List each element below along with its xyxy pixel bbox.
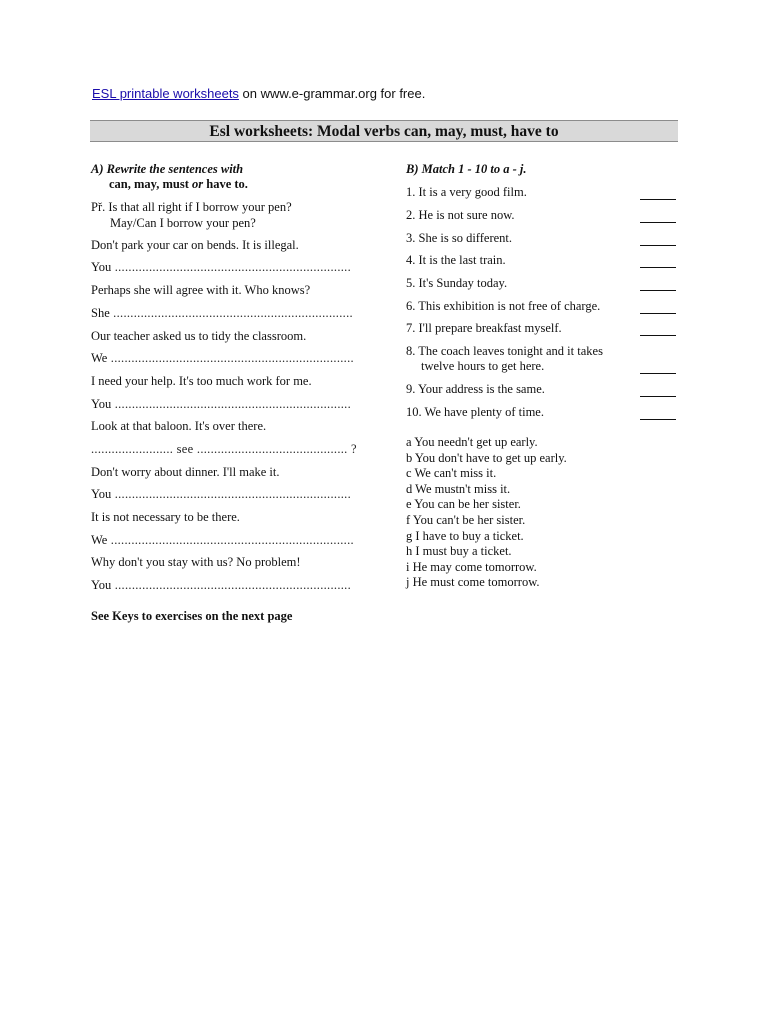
answer-option: b You don't have to get up early. xyxy=(406,450,567,465)
answer-option: c We can't miss it. xyxy=(406,466,497,481)
answer-line[interactable] xyxy=(91,442,361,457)
match-item xyxy=(406,231,676,246)
answer-blank[interactable] xyxy=(640,372,676,374)
match-item xyxy=(406,185,676,200)
match-item xyxy=(406,382,676,397)
answer-blank[interactable] xyxy=(640,334,676,336)
section-b-heading: B) Match 1 - 10 to a - j. xyxy=(406,162,527,176)
match-item xyxy=(406,344,676,374)
answer-line[interactable] xyxy=(91,397,361,412)
exercise-sentence: Don't worry about dinner. I'll make it. xyxy=(91,465,280,479)
match-text: 10. We have plenty of time. xyxy=(406,405,544,419)
answer-option: a You needn't get up early. xyxy=(406,435,538,449)
answer-option: j He must come tomorrow. xyxy=(406,575,540,590)
answer-start: ........................ see ............................................ ? xyxy=(91,442,357,456)
answer-start: You xyxy=(91,260,112,274)
answer-line[interactable] xyxy=(91,260,361,275)
heading-or: or xyxy=(192,177,204,191)
answer-blank[interactable] xyxy=(640,198,676,200)
example-line-2: May/Can I borrow your pen? xyxy=(110,216,256,230)
match-text: 3. She is so different. xyxy=(406,231,513,245)
match-text: 9. Your address is the same. xyxy=(406,382,545,396)
answer-option: e You can be her sister. xyxy=(406,497,521,512)
answer-line[interactable] xyxy=(91,351,361,366)
answer-option: f You can't be her sister. xyxy=(406,512,526,527)
answer-start: You xyxy=(91,397,112,411)
match-item xyxy=(406,276,676,291)
answer-blank[interactable] xyxy=(640,289,676,291)
exercise-sentence: I need your help. It's too much work for me. xyxy=(91,374,312,388)
answer-start: We xyxy=(91,533,108,547)
answer-start: You xyxy=(91,487,112,501)
example-line-1: Př. Is that all right if I borrow your pen? xyxy=(91,200,292,214)
answer-blank[interactable] xyxy=(640,418,676,420)
match-text-continued: twelve hours to get here. xyxy=(421,359,545,373)
match-item xyxy=(406,253,676,268)
answer-start: She xyxy=(91,306,110,320)
answer-line[interactable] xyxy=(91,533,361,548)
section-a-heading-line1: A) Rewrite the sentences with xyxy=(91,162,244,176)
exercise-sentence: Perhaps she will agree with it. Who knows? xyxy=(91,283,311,297)
answer-line[interactable] xyxy=(91,306,361,321)
answer-dots: ...................................................................... xyxy=(109,306,353,320)
answer-dots: ..................................................................... xyxy=(111,578,352,592)
match-item xyxy=(406,405,676,420)
answer-line[interactable] xyxy=(91,578,361,593)
keys-note: See Keys to exercises on the next page xyxy=(91,609,293,623)
answer-dots: ..................................................................... xyxy=(111,397,352,411)
match-text: 6. This exhibition is not free of charge. xyxy=(406,299,601,313)
match-text: 1. It is a very good film. xyxy=(406,185,527,199)
header-line xyxy=(92,86,425,102)
heading-words-2: have to. xyxy=(203,177,248,191)
exercise-sentence: Look at that baloon. It's over there. xyxy=(91,419,267,433)
match-text: 2. He is not sure now. xyxy=(406,208,515,222)
worksheet-title: Esl worksheets: Modal verbs can, may, must, have to xyxy=(90,120,678,142)
answer-dots: ..................................................................... xyxy=(111,260,352,274)
answer-start: We xyxy=(91,351,108,365)
answer-blank[interactable] xyxy=(640,244,676,246)
heading-words-1: can, may, must xyxy=(109,177,192,191)
answer-blank[interactable] xyxy=(640,395,676,397)
answer-blank[interactable] xyxy=(640,221,676,223)
match-text: 4. It is the last train. xyxy=(406,253,506,267)
match-text: 8. The coach leaves tonight and it takes xyxy=(406,344,603,358)
exercise-sentence: Why don't you stay with us? No problem! xyxy=(91,555,301,569)
match-item xyxy=(406,208,676,223)
answer-dots: ....................................................................... xyxy=(107,351,354,365)
match-text: 7. I'll prepare breakfast myself. xyxy=(406,321,562,335)
answer-blank[interactable] xyxy=(640,266,676,268)
answer-options xyxy=(406,435,567,591)
exercise-sentence: Don't park your car on bends. It is illegal. xyxy=(91,238,299,252)
answer-blank[interactable] xyxy=(640,312,676,314)
answer-dots: ..................................................................... xyxy=(111,487,352,501)
answer-option: i He may come tomorrow. xyxy=(406,559,537,574)
answer-option: d We mustn't miss it. xyxy=(406,481,511,496)
match-text: 5. It's Sunday today. xyxy=(406,276,508,290)
match-item xyxy=(406,299,676,314)
answer-line[interactable] xyxy=(91,487,361,502)
section-a-heading-line2 xyxy=(91,177,248,192)
section-a-heading xyxy=(91,162,248,192)
header-rest-text: on www.e-grammar.org for free. xyxy=(238,86,426,101)
answer-option: h I must buy a ticket. xyxy=(406,544,512,559)
answer-option: g I have to buy a ticket. xyxy=(406,528,524,543)
answer-start: You xyxy=(91,578,112,592)
answer-dots: ....................................................................... xyxy=(107,533,354,547)
exercise-sentence: Our teacher asked us to tidy the classroom. xyxy=(91,329,307,343)
esl-worksheets-link[interactable]: ESL printable worksheets xyxy=(92,86,239,101)
exercise-sentence: It is not necessary to be there. xyxy=(91,510,240,524)
match-item xyxy=(406,321,676,336)
